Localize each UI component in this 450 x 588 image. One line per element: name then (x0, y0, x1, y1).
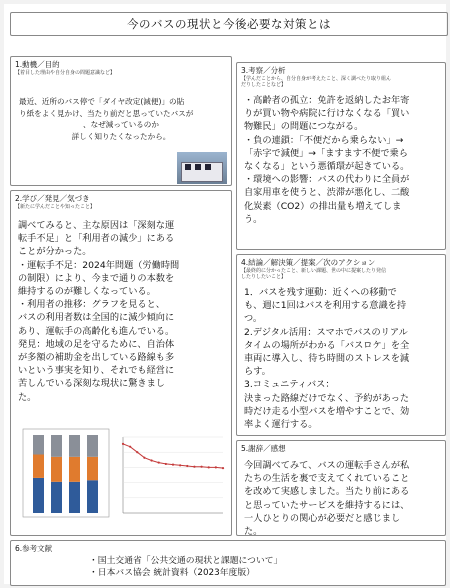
body-line: う。 (244, 213, 263, 225)
data-point (186, 465, 188, 467)
bar (33, 435, 44, 455)
data-point (179, 464, 181, 466)
bus-photo (177, 152, 227, 184)
section-analysis (236, 62, 446, 250)
section-conclusion (236, 254, 446, 436)
body-line: の制限）により、今まで通りの本数を (18, 272, 175, 284)
body-line: 転手不足」と「利用者の減少」にある (18, 233, 175, 245)
body-line: 「赤字で減便」→「ますます不便で乗ら (244, 147, 408, 159)
body-line: あり、運転手の高齢化も進んでいる。 (18, 325, 175, 337)
body-line: た。 (244, 526, 263, 538)
data-point (158, 461, 160, 463)
body-line: も、週に1回はバスを利用する意識を持 (244, 300, 407, 312)
section-body (237, 280, 445, 431)
body-line: た。 (18, 391, 37, 403)
body-line: 最近、近所のバス停で「ダイヤ改定(減便)」の貼 (19, 97, 185, 106)
body-line: 一人ひとりの関心が必要だと感じまし (244, 512, 401, 524)
body-line: ・運転手不足：2024年問題（労働時間 (18, 259, 180, 271)
poster (4, 4, 446, 584)
section-heading: 1.動機／目的 (15, 60, 60, 69)
section-body (11, 76, 231, 142)
body-line: 発見：地域の足を守るために、自治体 (18, 338, 175, 350)
bar (69, 482, 80, 513)
bar (87, 480, 98, 513)
section-subheading: 【学んだことから、自分自身が考えたこと、深く調べたり取り組ん (241, 76, 392, 82)
bus-window (185, 164, 191, 170)
section-heading: 5.謝辞／感想 (241, 444, 286, 453)
body-line: りが買い物や病院に行けなくなる「買い (244, 108, 410, 120)
bar (33, 478, 44, 513)
body-line: 物難民」の問題につながる。 (244, 121, 364, 133)
body-line: 自家用車を使うと、渋滞が悪化し、二酸 (244, 187, 410, 199)
body-line: 決まった路線だけでなく、予約があった (244, 392, 410, 404)
section-thanks (236, 440, 446, 536)
body-line: ・高齢者の孤立：免許を返納したお年寄 (244, 95, 410, 106)
section-subheading: 【着目した理由や自分自身の問題意識など】 (15, 70, 116, 76)
body-line: らす。 (244, 366, 271, 378)
section-heading: 4.結論／解決策／提案／次のアクション (241, 258, 376, 267)
data-point (222, 467, 224, 469)
body-line: が多額の補助金を出している路線も多 (18, 352, 175, 364)
body-line: 3.コミュニティバス： (244, 379, 335, 391)
section-subheading: だりしたことなど】 (241, 82, 287, 88)
section-motivation (10, 56, 232, 186)
section-heading: 6.参考文献 (15, 544, 53, 553)
section-body (11, 210, 231, 404)
reference-item: ・国土交通省「公共交通の現状と課題について」 (89, 556, 283, 566)
body-line: ・環境への影響：バスの代わりに全員が (244, 174, 410, 186)
section-subheading: 【最終的に分かったこと、新しい課題、世の中に提案したり発信 (241, 268, 387, 274)
data-point (200, 466, 202, 468)
data-point (143, 457, 145, 459)
section-body (237, 453, 445, 538)
bar (87, 457, 98, 480)
bar (51, 482, 62, 513)
body-line: 詳しく知りたくなったから。 (71, 131, 171, 141)
reference-item: ・日本バス協会 統計資料（2023年度版） (89, 568, 255, 578)
body-line: バスの利用者数は全国的に減少傾向に (18, 312, 175, 324)
body-line: と思っていたサービスを維持するには、 (244, 499, 410, 511)
body-line: 時だけ走る小型バスを増やすことで、効 (244, 405, 410, 417)
body-line: なくなる」という悪循環が起きている。 (244, 161, 410, 173)
body-line: ・利用者の推移：グラフを見ると、 (18, 299, 165, 311)
data-point (122, 443, 124, 445)
body-line: 1．バスを残す運動：近くへの移動で (244, 287, 397, 298)
body-line: タイムの場所がわかる「バスロケ」を全 (244, 339, 410, 351)
section-learning (10, 190, 232, 536)
bus-window (205, 164, 211, 170)
bar (69, 435, 80, 457)
data-point (136, 451, 138, 453)
body-line: ・負の連鎖：「不便だから乗らない」→ (244, 134, 404, 146)
body-line: 維持するのが難しくなっている。 (18, 286, 156, 298)
data-point (193, 466, 195, 468)
bus-window (195, 164, 201, 170)
body-line: 車両に導入し、待ち時間のストレスを減 (244, 353, 410, 365)
body-line: を改めて実感しました。当たり前にある (244, 486, 410, 498)
body-line: 、なぜ減っているのか (83, 120, 159, 129)
data-point (208, 466, 210, 468)
data-point (150, 459, 152, 461)
reference-list (11, 553, 445, 579)
body-line: 化炭素（CO2）の排出量も増えてしま (244, 200, 402, 212)
section-body (237, 88, 445, 226)
poster-title: 今のバスの現状と今後必要な対策とは (10, 12, 448, 36)
section-references (10, 540, 446, 586)
data-point (215, 466, 217, 468)
body-line: ことが分かった。 (18, 246, 92, 258)
section-subheading: したりしたいこと】 (241, 274, 287, 280)
body-line: 調べてみると、主な原因は「深刻な運 (18, 220, 175, 231)
line-chart (122, 437, 224, 513)
data-point (129, 446, 131, 448)
body-line: 苦しんでいる深刻な現状に驚きまし (18, 378, 165, 390)
body-line: いという事実を知り、それでも経営に (18, 365, 175, 377)
bar (51, 457, 62, 482)
body-line: たちの生活を裏で支えてくれていること (244, 473, 410, 485)
bar (69, 457, 80, 482)
data-point (172, 464, 174, 466)
body-line: 率よく運行する。 (244, 419, 318, 431)
stacked-bar-chart (33, 435, 98, 513)
section-heading: 3.考察／分析 (241, 66, 286, 75)
bar (87, 435, 98, 457)
body-line: つ。 (244, 313, 263, 325)
section-heading: 2.学び／発見／気づき (15, 194, 90, 203)
section-subheading: 【新たに学んだことや知ったこと】 (15, 204, 96, 210)
bar (51, 435, 62, 457)
bar (33, 455, 44, 478)
data-point (165, 463, 167, 465)
body-line: り紙をよく見かけ、当たり前だと思っていたバスが (19, 108, 194, 118)
charts-figure (19, 423, 229, 523)
body-line: 2.デジタル活用：スマホでバスのリアル (244, 326, 408, 338)
body-line: 今回調べてみて、バスの運転手さんが私 (244, 460, 410, 471)
